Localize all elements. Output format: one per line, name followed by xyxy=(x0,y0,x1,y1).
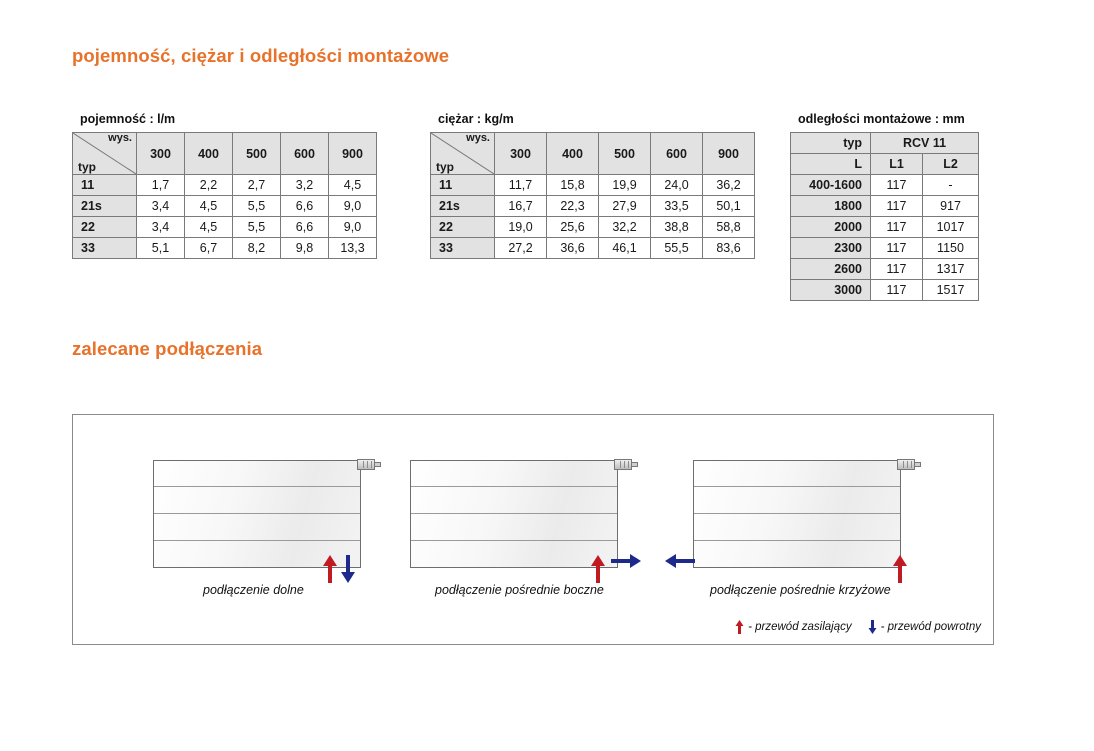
weight-cell: 83,6 xyxy=(703,238,755,259)
legend-return xyxy=(868,620,981,634)
table-row xyxy=(431,217,755,238)
mounting-cell-l1: 117 xyxy=(871,217,923,238)
table-row xyxy=(73,196,377,217)
weight-cell: 36,6 xyxy=(547,238,599,259)
table-row xyxy=(73,217,377,238)
capacity-cell: 6,6 xyxy=(281,217,329,238)
radiator-graphic-1 xyxy=(153,460,361,568)
diagram-caption-1: podłączenie dolne xyxy=(203,583,304,597)
weight-row-type: 11 xyxy=(431,175,495,196)
mounting-header-model: RCV 11 xyxy=(871,133,979,154)
mounting-header-l1: L1 xyxy=(871,154,923,175)
capacity-table-caption: pojemność : l/m xyxy=(80,112,176,126)
weight-cell: 32,2 xyxy=(599,217,651,238)
weight-col-header: 500 xyxy=(599,133,651,175)
capacity-col-header: 300 xyxy=(137,133,185,175)
mounting-header-l2: L2 xyxy=(923,154,979,175)
mounting-cell-l2: 1150 xyxy=(923,238,979,259)
weight-row-type: 33 xyxy=(431,238,495,259)
supply-arrow-2-icon xyxy=(589,555,607,583)
radiator-graphic-3 xyxy=(693,460,901,568)
weight-cell: 19,0 xyxy=(495,217,547,238)
legend-supply xyxy=(735,620,852,634)
capacity-row-type: 11 xyxy=(73,175,137,196)
capacity-cell: 5,5 xyxy=(233,217,281,238)
capacity-cell: 1,7 xyxy=(137,175,185,196)
legend-supply-label: - przewód zasilający xyxy=(748,621,852,633)
capacity-cell: 8,2 xyxy=(233,238,281,259)
mounting-table xyxy=(790,132,979,301)
weight-col-header: 900 xyxy=(703,133,755,175)
capacity-col-header: 900 xyxy=(329,133,377,175)
table-row xyxy=(791,280,979,301)
weight-cell: 15,8 xyxy=(547,175,599,196)
legend-return-label: - przewód powrotny xyxy=(880,621,981,633)
mounting-cell-l2: 1017 xyxy=(923,217,979,238)
capacity-cell: 4,5 xyxy=(185,196,233,217)
capacity-col-header: 400 xyxy=(185,133,233,175)
capacity-corner-top-label: wys. xyxy=(108,132,132,144)
capacity-row-type: 21s xyxy=(73,196,137,217)
capacity-cell: 4,5 xyxy=(329,175,377,196)
table-row xyxy=(791,217,979,238)
weight-cell: 58,8 xyxy=(703,217,755,238)
connection-diagrams-panel xyxy=(72,414,994,645)
weight-corner-cell xyxy=(431,133,495,175)
capacity-row-type: 22 xyxy=(73,217,137,238)
weight-cell: 33,5 xyxy=(651,196,703,217)
mounting-cell-l1: 117 xyxy=(871,196,923,217)
mounting-cell-l: 2000 xyxy=(791,217,871,238)
capacity-cell: 6,7 xyxy=(185,238,233,259)
weight-cell: 19,9 xyxy=(599,175,651,196)
weight-col-header: 400 xyxy=(547,133,599,175)
capacity-cell: 9,0 xyxy=(329,217,377,238)
diagram-caption-3: podłączenie pośrednie krzyżowe xyxy=(710,583,891,597)
weight-corner-top-label: wys. xyxy=(466,132,490,144)
table-row xyxy=(791,196,979,217)
table-row xyxy=(791,259,979,280)
capacity-corner-cell xyxy=(73,133,137,175)
weight-cell: 50,1 xyxy=(703,196,755,217)
mounting-table-block xyxy=(790,112,979,301)
capacity-table xyxy=(72,132,377,259)
weight-table-caption: ciężar : kg/m xyxy=(438,112,514,126)
weight-cell: 36,2 xyxy=(703,175,755,196)
capacity-cell: 3,4 xyxy=(137,217,185,238)
mounting-cell-l1: 117 xyxy=(871,280,923,301)
table-row xyxy=(431,196,755,217)
weight-row-type: 21s xyxy=(431,196,495,217)
mounting-cell-l1: 117 xyxy=(871,175,923,196)
capacity-cell: 6,6 xyxy=(281,196,329,217)
weight-cell: 27,9 xyxy=(599,196,651,217)
capacity-cell: 13,3 xyxy=(329,238,377,259)
page-title-capacity: pojemność, ciężar i odległości montażowe xyxy=(72,45,450,66)
weight-cell: 22,3 xyxy=(547,196,599,217)
valve-icon-2 xyxy=(614,459,632,470)
table-row xyxy=(431,175,755,196)
mounting-cell-l2: 1517 xyxy=(923,280,979,301)
supply-arrow-icon xyxy=(735,620,744,634)
capacity-col-header: 600 xyxy=(281,133,329,175)
capacity-table-block xyxy=(72,112,377,259)
weight-cell: 24,0 xyxy=(651,175,703,196)
mounting-header-typ: typ xyxy=(791,133,871,154)
mounting-cell-l1: 117 xyxy=(871,238,923,259)
mounting-cell-l: 2600 xyxy=(791,259,871,280)
mounting-cell-l: 2300 xyxy=(791,238,871,259)
weight-cell: 46,1 xyxy=(599,238,651,259)
mounting-cell-l2: 917 xyxy=(923,196,979,217)
capacity-cell: 2,2 xyxy=(185,175,233,196)
mounting-cell-l2: - xyxy=(923,175,979,196)
capacity-cell: 5,5 xyxy=(233,196,281,217)
weight-cell: 11,7 xyxy=(495,175,547,196)
valve-icon-1 xyxy=(357,459,375,470)
mounting-header-l: L xyxy=(791,154,871,175)
weight-cell: 16,7 xyxy=(495,196,547,217)
capacity-row-type: 33 xyxy=(73,238,137,259)
weight-cell: 25,6 xyxy=(547,217,599,238)
weight-cell: 27,2 xyxy=(495,238,547,259)
table-row xyxy=(791,175,979,196)
weight-cell: 38,8 xyxy=(651,217,703,238)
weight-row-type: 22 xyxy=(431,217,495,238)
mounting-cell-l1: 117 xyxy=(871,259,923,280)
weight-table-block xyxy=(430,112,755,259)
table-row xyxy=(73,238,377,259)
table-row xyxy=(431,238,755,259)
diagram-legend xyxy=(735,620,981,634)
capacity-cell: 2,7 xyxy=(233,175,281,196)
table-row xyxy=(73,175,377,196)
capacity-cell: 3,4 xyxy=(137,196,185,217)
capacity-cell: 4,5 xyxy=(185,217,233,238)
supply-arrow-1-icon xyxy=(321,555,339,583)
section-title-connections: zalecane podłączenia xyxy=(72,338,263,359)
diagram-caption-2: podłączenie pośrednie boczne xyxy=(435,583,604,597)
return-arrow-2-icon xyxy=(611,553,641,569)
mounting-table-caption: odległości montażowe : mm xyxy=(798,112,965,126)
weight-table xyxy=(430,132,755,259)
mounting-cell-l2: 1317 xyxy=(923,259,979,280)
return-arrow-icon xyxy=(868,620,877,634)
capacity-cell: 9,8 xyxy=(281,238,329,259)
capacity-col-header: 500 xyxy=(233,133,281,175)
supply-arrow-3-icon xyxy=(891,555,909,583)
mounting-cell-l: 1800 xyxy=(791,196,871,217)
mounting-cell-l: 3000 xyxy=(791,280,871,301)
weight-corner-bottom-label: typ xyxy=(436,160,454,174)
table-row xyxy=(791,238,979,259)
capacity-corner-bottom-label: typ xyxy=(78,160,96,174)
valve-stem-1 xyxy=(375,462,381,467)
weight-col-header: 600 xyxy=(651,133,703,175)
valve-icon-3 xyxy=(897,459,915,470)
valve-stem-2 xyxy=(632,462,638,467)
return-arrow-1-icon xyxy=(339,555,357,583)
weight-cell: 55,5 xyxy=(651,238,703,259)
capacity-cell: 9,0 xyxy=(329,196,377,217)
return-arrow-3-icon xyxy=(665,553,695,569)
mounting-cell-l: 400-1600 xyxy=(791,175,871,196)
radiator-graphic-2 xyxy=(410,460,618,568)
capacity-cell: 3,2 xyxy=(281,175,329,196)
weight-col-header: 300 xyxy=(495,133,547,175)
capacity-cell: 5,1 xyxy=(137,238,185,259)
valve-stem-3 xyxy=(915,462,921,467)
